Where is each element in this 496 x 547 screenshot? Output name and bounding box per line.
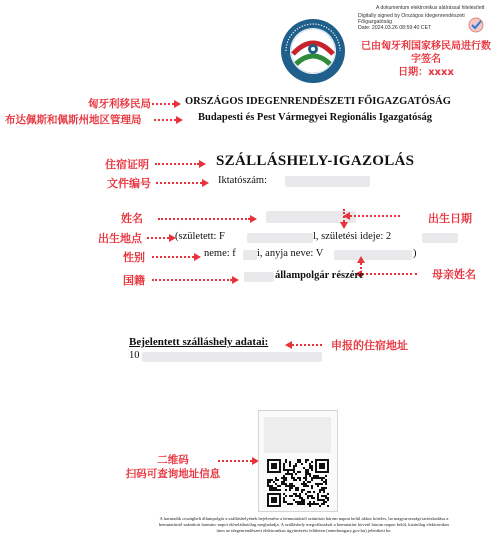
mother-name-label: i, anyja neve: V xyxy=(257,248,324,259)
gender-redacted xyxy=(243,250,257,260)
mother-name-redacted xyxy=(334,250,412,260)
certificate-arrow xyxy=(155,163,199,165)
name-arrow xyxy=(158,218,250,220)
birth-place-redacted xyxy=(247,233,313,243)
certificate-annotation: 住宿证明 xyxy=(105,158,149,171)
document-title: SZÁLLÁSHELY-IGAZOLÁS xyxy=(216,153,415,169)
nationality-arrow xyxy=(152,279,232,281)
signature-line: Digitally signed by Országos Idegenrendészeti xyxy=(358,13,465,19)
footer-line: A harmadik országbeli állampolgár a szálláshelyének bejelentése a bemutatástól számított három napon belül akkor köteles, ha magyarországi tartózkodása a xyxy=(159,516,449,521)
regional-annotation: 布达佩斯和佩斯州地区管理局 xyxy=(5,114,142,126)
address-arrow xyxy=(292,344,322,346)
signature-date-note: 日期：xxxx xyxy=(398,67,454,78)
birth-place-arrow xyxy=(147,237,169,239)
qr-arrow xyxy=(218,460,252,462)
regional-arrow xyxy=(154,119,176,121)
signature-note-line: 字签名 xyxy=(411,54,441,65)
signature-line: Főigazgatóság xyxy=(358,19,393,25)
gender-arrow xyxy=(152,256,194,258)
gender-label: neme: f xyxy=(204,248,236,259)
footer-note xyxy=(113,516,495,535)
birth-date-label: l, születési ideje: 2 xyxy=(313,231,392,242)
signature-check-icon xyxy=(467,16,487,34)
regional-office: Budapesti és Pest Vármegyei Regionális Igazgatóság xyxy=(198,112,432,123)
qr-annotation xyxy=(123,453,223,481)
birth-place-prefix: (született: F xyxy=(175,231,225,242)
address-value: 10 xyxy=(129,350,140,361)
birth-date-annotation: 出生日期 xyxy=(428,212,472,225)
signature-note-line: 已由匈牙利国家移民局进行数 xyxy=(361,41,491,52)
citizenship-text: állampolgár részére xyxy=(275,270,364,281)
birth-date-link xyxy=(350,215,400,217)
signature-line: Date: 2024.03.26 08:59:40 CET xyxy=(358,25,432,31)
signature-notice: A dokumentum elektronikus aláírással hitelesített xyxy=(376,5,485,11)
birth-date-redacted xyxy=(422,233,458,243)
qr-frame xyxy=(258,410,338,512)
mother-name-annotation: 母亲姓名 xyxy=(432,268,476,281)
footer-line: bemutatástól számított harminc napot előreláthatólag meghaladja. A szálláshely megváltozását a bemutatást követő három napon belül, kizárólag elektronikus xyxy=(158,522,450,528)
qr-code-icon[interactable] xyxy=(267,459,329,507)
official-seal-icon xyxy=(280,18,346,84)
address-heading: Bejelentett szálláshely adatai: xyxy=(129,336,269,348)
nationality-annotation: 国籍 xyxy=(123,274,145,287)
gender-annotation: 性别 xyxy=(123,251,145,264)
file-number-redacted xyxy=(285,176,370,187)
mother-name-link xyxy=(362,273,417,275)
address-redacted xyxy=(142,352,322,362)
name-annotation: 姓名 xyxy=(121,212,143,225)
qr-header-redacted xyxy=(264,417,331,453)
agency-arrow xyxy=(152,103,174,105)
footer-line: úton az idegenrendészeti elektronikus ügyintézési felületen (enterhungary.gov.hu) jelentheti be. xyxy=(216,528,392,534)
file-number-label: Iktatószám: xyxy=(218,175,267,186)
qr-annotation-line: 二维码 xyxy=(157,454,189,466)
file-number-annotation: 文件编号 xyxy=(107,177,151,190)
address-annotation: 申报的住宿地址 xyxy=(331,339,408,352)
birth-place-annotation: 出生地点 xyxy=(98,232,142,245)
signature-block xyxy=(358,13,465,31)
mother-name-close: ) xyxy=(413,248,417,259)
qr-annotation-line: 扫码可查询地址信息 xyxy=(125,468,221,480)
signature-annotation xyxy=(356,40,496,79)
agency-name: ORSZÁGOS IDEGENRENDÉSZETI FŐIGAZGATÓSÁG xyxy=(185,96,451,107)
nationality-redacted xyxy=(244,272,274,282)
file-number-arrow xyxy=(156,182,202,184)
agency-annotation: 匈牙利移民局 xyxy=(88,98,151,110)
